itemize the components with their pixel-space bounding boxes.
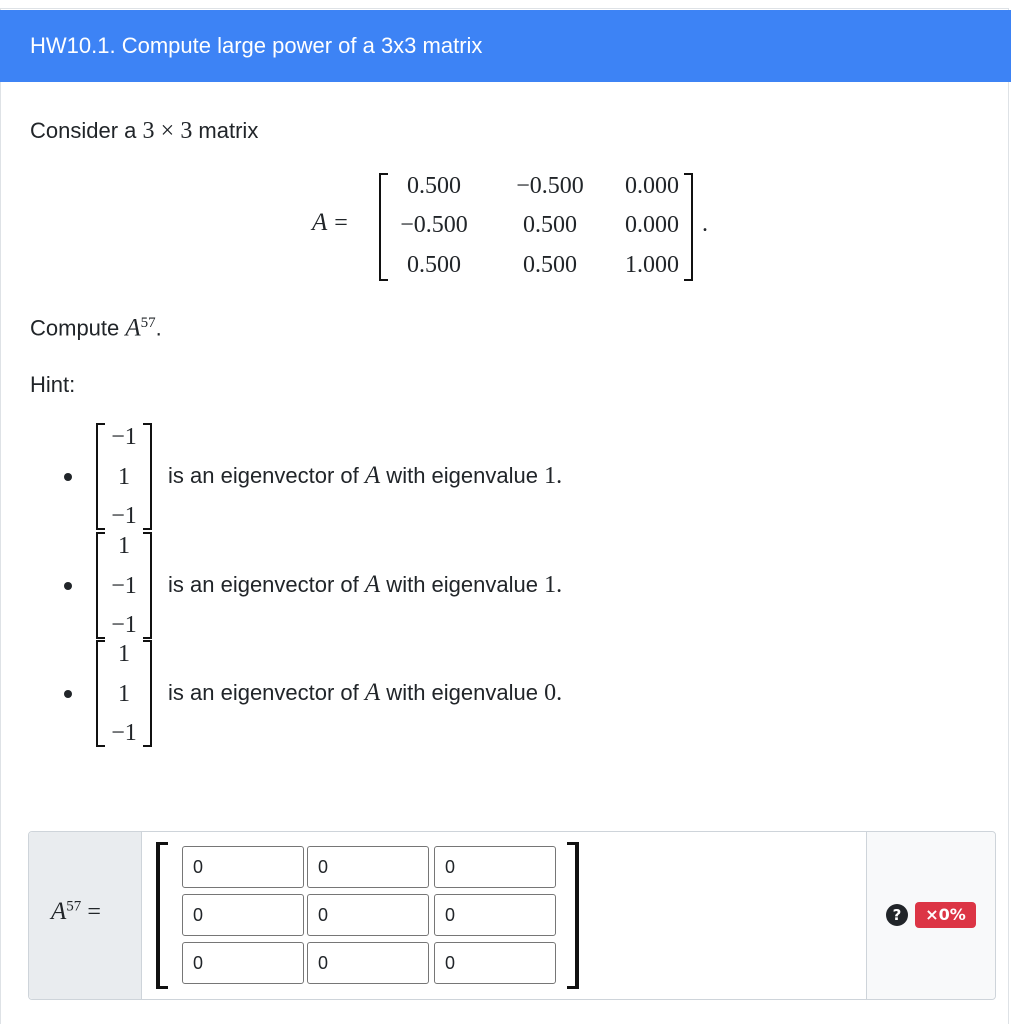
eigenvector-2 [94, 530, 154, 640]
intro-text-after: matrix [192, 118, 259, 143]
task-text: Compute $A^{57}$. [30, 314, 162, 342]
answer-input-r2c2[interactable] [307, 894, 429, 936]
matrix-period: . [702, 211, 708, 237]
answer-label: $A^{57}$ = [51, 898, 101, 925]
help-icon[interactable]: ? [886, 904, 908, 926]
hint-bullet [64, 473, 72, 481]
intro-text [30, 118, 258, 144]
question-title: HW10.1. Compute large power of a 3x3 matrix [30, 33, 483, 58]
vector-cell: −1 [111, 424, 137, 450]
task-base: A [125, 314, 141, 342]
eigenvalue: 1 [544, 572, 557, 598]
vector-cell: 1 [118, 464, 130, 490]
vector-cell: −1 [111, 573, 137, 599]
matrix-cell: −0.500 [516, 173, 584, 199]
vector-cell: 1 [118, 681, 130, 707]
eigenvalue: 1 [544, 463, 557, 489]
matrix-cell: 0.000 [625, 212, 679, 238]
vector-cell: −1 [111, 720, 137, 746]
vector-cell: −1 [111, 612, 137, 638]
intro-text-before: Consider a [30, 118, 143, 143]
matrix-cell: 0.500 [407, 173, 461, 199]
answer-input-r1c2[interactable] [307, 846, 429, 888]
score-badge: ×0% [915, 902, 976, 928]
answer-left-bracket [156, 842, 168, 989]
vector-cell: 1 [118, 641, 130, 667]
question-header [0, 10, 1011, 82]
matrix-cell: 0.500 [523, 212, 577, 238]
matrix-cell: 0.500 [407, 252, 461, 278]
answer-input-r2c1[interactable] [182, 894, 304, 936]
hint-label: Hint: [30, 372, 76, 397]
matrix-a [312, 168, 712, 284]
answer-right-bracket [567, 842, 579, 989]
dim-b: 3 [180, 118, 193, 144]
matrix-right-bracket [684, 173, 693, 281]
task-exponent: 57 [140, 315, 156, 331]
answer-input-r3c2[interactable] [307, 942, 429, 984]
hint-text-3: is an eigenvector of A with eigenvalue 0. [168, 679, 563, 706]
matrix-cell: 0.500 [523, 252, 577, 278]
hint-text-2: is an eigenvector of A with eigenvalue 1. [168, 571, 563, 598]
eigenvalue: 0 [544, 680, 557, 706]
vector-cell: −1 [111, 503, 137, 529]
matrix-cell: 0.000 [625, 173, 679, 199]
hint-bullet [64, 690, 72, 698]
dim-a: 3 [142, 118, 155, 144]
hint-bullet [64, 582, 72, 590]
answer-input-r2c3[interactable] [434, 894, 556, 936]
answer-input-r1c1[interactable] [182, 846, 304, 888]
answer-input-r1c3[interactable] [434, 846, 556, 888]
vector-cell: 1 [118, 533, 130, 559]
times-symbol: × [160, 118, 175, 144]
hint-text-1: is an eigenvector of A with eigenvalue 1. [168, 462, 563, 489]
eigenvector-1 [94, 421, 154, 531]
answer-panel [28, 831, 996, 1000]
matrix-lhs: A = [312, 209, 348, 236]
answer-input-r3c3[interactable] [434, 942, 556, 984]
eigenvector-3 [94, 638, 154, 748]
matrix-cell: 1.000 [625, 252, 679, 278]
matrix-cell: −0.500 [400, 212, 468, 238]
answer-label-area [29, 832, 142, 999]
answer-input-r3c1[interactable] [182, 942, 304, 984]
